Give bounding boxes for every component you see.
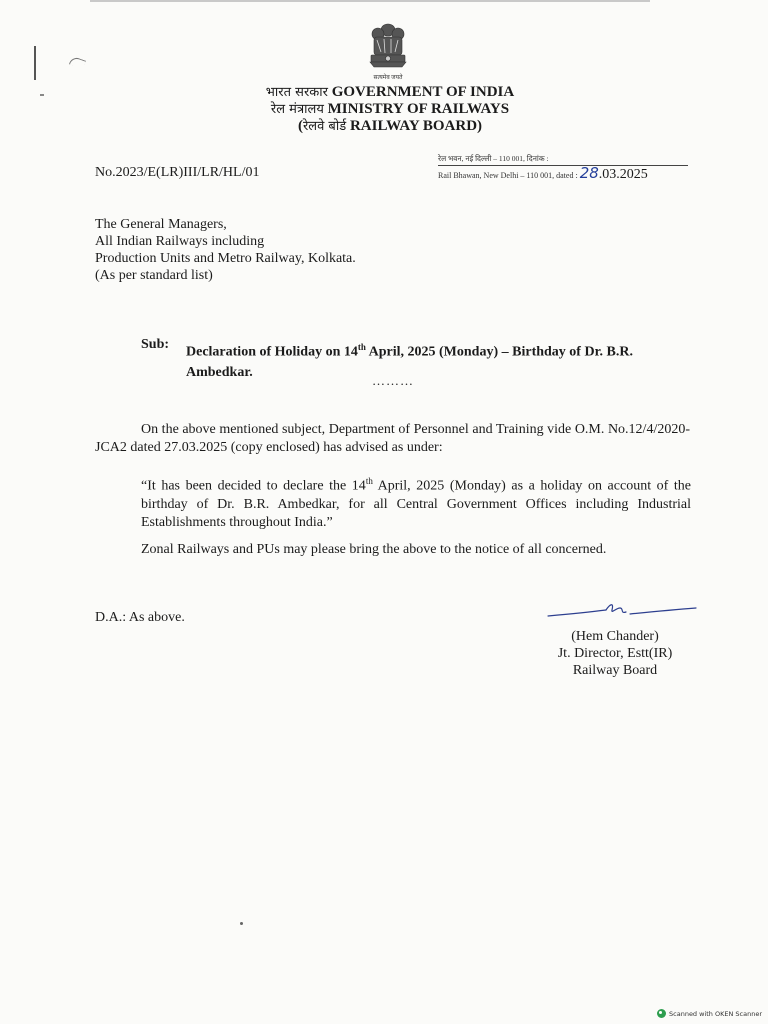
- subject-text-part: Declaration of Holiday on 14: [186, 344, 358, 360]
- scanner-text: Scanned with OKEN Scanner: [669, 1009, 762, 1018]
- scan-edge-line: [90, 0, 650, 2]
- signatory-name: (Hem Chander): [571, 629, 659, 644]
- recipient-line: (As per standard list): [95, 268, 213, 283]
- subject-separator: ………: [372, 373, 414, 388]
- reference-number: No.2023/E(LR)III/LR/HL/01: [95, 165, 260, 180]
- scan-artifact: [240, 922, 243, 925]
- quote-text-part: “It has been decided to declare the 14: [141, 478, 366, 494]
- body-paragraph: Zonal Railways and PUs may please bring the above to the notice of all concerned.: [141, 542, 607, 557]
- letterhead-english: GOVERNMENT OF INDIA: [331, 84, 515, 100]
- subject-label: Sub:: [141, 337, 170, 352]
- dated-line: [438, 164, 690, 183]
- recipient-line: Production Units and Metro Railway, Kolkata.: [95, 251, 356, 266]
- scan-artifact: [69, 56, 86, 70]
- letterhead-line-board: [160, 116, 620, 135]
- scan-artifact: [40, 94, 44, 96]
- signature-icon: [540, 598, 700, 626]
- letterhead-english: MINISTRY OF RAILWAYS: [327, 101, 510, 117]
- national-emblem-icon: [365, 20, 411, 80]
- quoted-order: [141, 472, 691, 532]
- letterhead-hindi: रेल मंत्रालय: [270, 102, 324, 117]
- scanner-logo-icon: [657, 1009, 666, 1018]
- quote-ordinal: th: [365, 476, 373, 486]
- address-english: Rail Bhawan, New Delhi – 110 001, dated :: [438, 171, 578, 180]
- signature-block: [540, 628, 690, 679]
- enclosure-note: D.A.: As above.: [95, 610, 185, 625]
- letterhead-paren: (: [297, 118, 303, 134]
- subject-text: [186, 337, 666, 383]
- letterhead-hindi: रेलवे बोर्ड: [302, 119, 347, 134]
- body-paragraph: On the above mentioned subject, Department of Personnel and Training vide O.M. No.12/4/2020-JCA2 dated 27.03.2025 (copy enclosed) has advised as under:: [95, 422, 690, 455]
- signatory-office: Railway Board: [572, 663, 658, 678]
- recipient-line: The General Managers,: [95, 217, 227, 232]
- emblem-motto: सत्यमेव जयते: [373, 75, 403, 81]
- scan-artifact: [34, 46, 36, 80]
- subject-text-part: April, 2025 (Monday) – Birthday of Dr. B.R. Ambedkar.: [186, 344, 633, 380]
- address-hindi: रेल भवन, नई दिल्ली – 110 001, दिनांक :: [438, 154, 549, 163]
- scanner-watermark: [657, 1009, 762, 1018]
- letterhead-english: RAILWAY BOARD): [349, 118, 483, 134]
- handwritten-day: 28: [579, 164, 599, 182]
- subject-ordinal: th: [357, 342, 366, 352]
- signatory-designation: Jt. Director, Estt(IR): [557, 646, 673, 661]
- letterhead-hindi: भारत सरकार: [265, 85, 328, 100]
- recipient-line: All Indian Railways including: [95, 234, 265, 249]
- date-month-year: .03.2025: [598, 167, 648, 182]
- quote-text-part: April, 2025 (Monday) as a holiday on account of the birthday of Dr. B.R. Ambedkar, for all Central Government Offices including Industrial Establishments throughout India.”: [141, 478, 691, 530]
